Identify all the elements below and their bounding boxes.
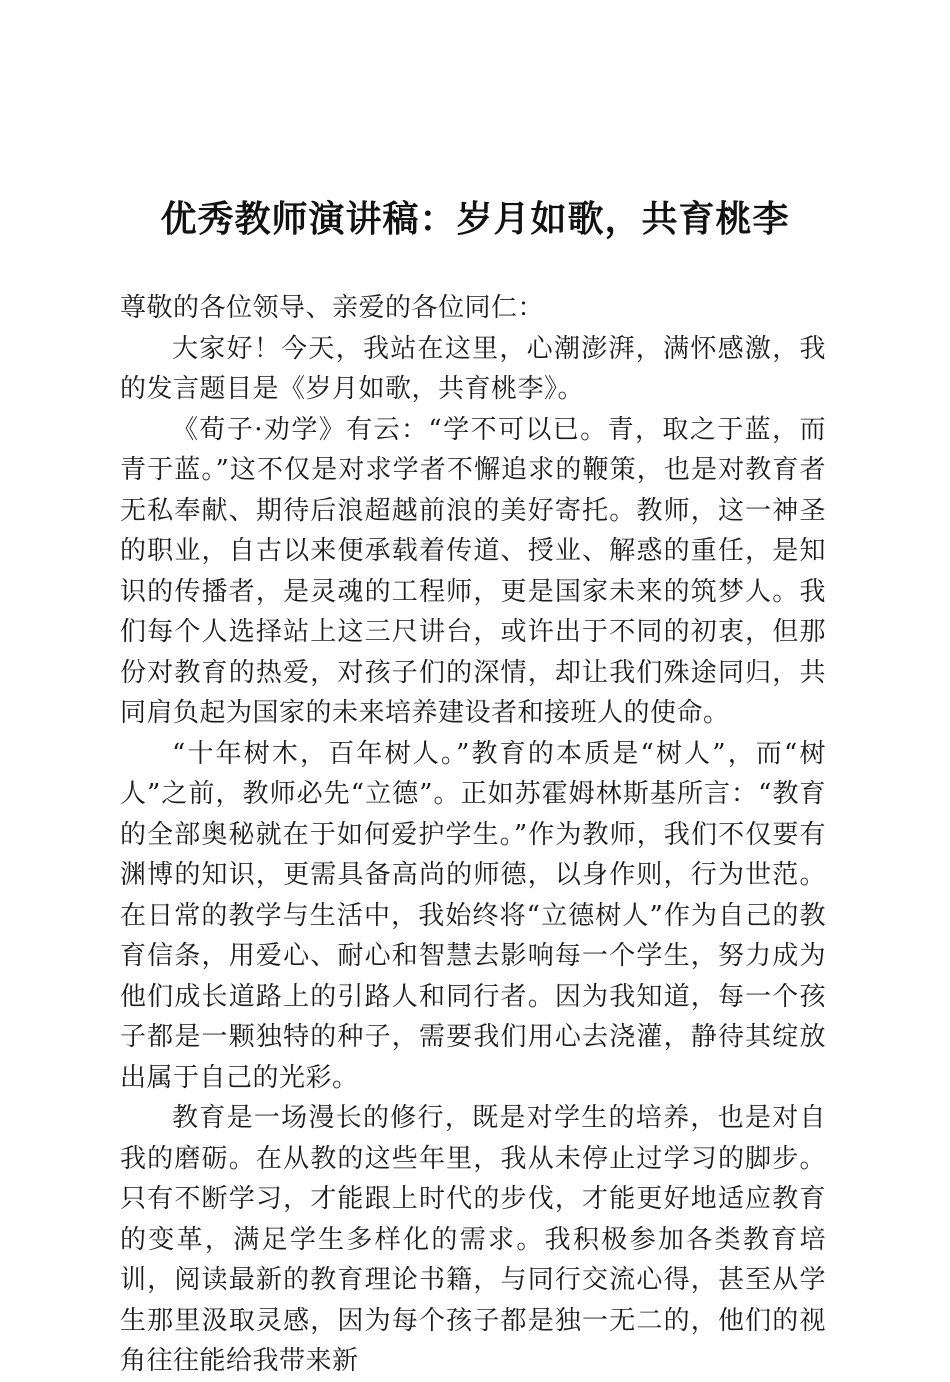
paragraph-1: 大家好！今天，我站在这里，心潮澎湃，满怀感激，我的发言题目是《岁月如歌，共育桃李》。 — [120, 333, 826, 404]
document-title: 优秀教师演讲稿：岁月如歌，共育桃李 — [160, 198, 790, 240]
paragraph-2: 《荀子·劝学》有云：“学不可以已。青，取之于蓝，而青于蓝。”这不仅是对求学者不懈追求的鞭策，也是对教育者无私奉献、期待后浪超越前浪的美好寄托。教师，这一神圣的职业，自古以来便承载着传道、授业、解惑的重任，是知识的传播者，是灵魂的工程师，更是国家未来的筑梦人。我们每个人选择站上这三尺讲台，或许出于不同的初衷，但那份对教育的热爱，对孩子们的深情，却让我们殊途同归，共同肩负起为国家的未来培养建设者和接班人的使命。 — [120, 414, 826, 728]
paragraph-4: 教育是一场漫长的修行，既是对学生的培养，也是对自我的磨砺。在从教的这些年里，我从未停止过学习的脚步。只有不断学习，才能跟上时代的步伐，才能更好地适应教育的变革，满足学生多样化的需求。我积极参加各类教育培训，阅读最新的教育理论书籍，与同行交流心得，甚至从学生那里汲取灵感，因为每个孩子都是独一无二的，他们的视角往往能给我带来新 — [120, 1103, 826, 1376]
salutation: 尊敬的各位领导、亲爱的各位同仁： — [120, 293, 545, 323]
document-body — [120, 288, 826, 1382]
paragraph-3: “十年树木，百年树人。”教育的本质是“树人”，而“树人”之前，教师必先“立德”。正如苏霍姆林斯基所言：“教育的全部奥秘就在于如何爱护学生。”作为教师，我们不仅要有渊博的知识，更需具备高尚的师德，以身作则，行为世范。在日常的教学与生活中，我始终将“立德树人”作为自己的教育信条，用爱心、耐心和智慧去影响每一个学生，努力成为他们成长道路上的引路人和同行者。因为我知道，每一个孩子都是一颗独特的种子，需要我们用心去浇灌，静待其绽放出属于自己的光彩。 — [120, 738, 826, 1093]
